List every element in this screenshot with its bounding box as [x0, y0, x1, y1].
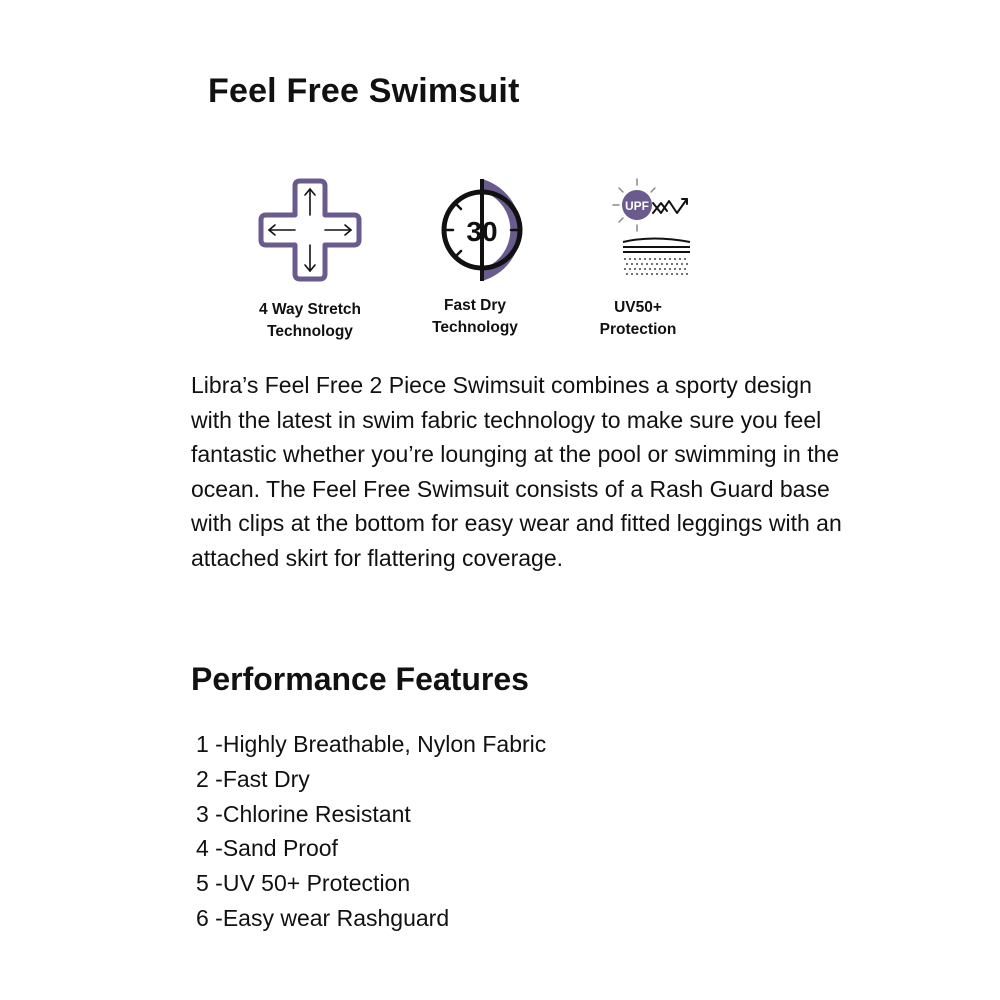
uv-label-line2: Protection [599, 321, 677, 338]
list-item: 3 -Chlorine Resistant [196, 800, 411, 827]
list-item: 2 -Fast Dry [196, 765, 310, 792]
upf-badge: UPF [625, 199, 649, 213]
performance-list [196, 727, 546, 936]
product-description: Libra’s Feel Free 2 Piece Swimsuit combines a sporty design with the latest in swim fabric technology to make sure you feel fantastic whether you’re lounging at the pool or swimming in the ocean. The Feel Free Swimsuit consists of a Rash Guard base with clips at the bottom for easy wear and fitted leggings with an attached skirt for flattering coverage. [191, 372, 842, 571]
page-title: Feel Free Swimsuit [208, 72, 520, 110]
fast-dry-label-line2: Technology [432, 319, 518, 336]
four-way-arrows-icon [255, 175, 365, 285]
list-item: 4 -Sand Proof [196, 835, 338, 862]
list-item: 5 -UV 50+ Protection [196, 870, 411, 897]
stretch-label-line2: Technology [267, 323, 353, 340]
uv-label-line1: UV50+ [614, 299, 662, 316]
uv-protection-icon [583, 175, 693, 285]
stretch-label-line1: 4 Way Stretch [259, 301, 361, 318]
feature-icon-uv [563, 175, 713, 341]
list-item: 1 -Highly Breathable, Nylon Fabric [196, 731, 547, 757]
list-item: 6 -Easy wear Rashguard [196, 904, 450, 931]
performance-heading: Performance Features [191, 661, 529, 697]
feature-icon-stretch [235, 175, 385, 343]
fast-dry-label-line1: Fast Dry [443, 297, 507, 314]
timer-badge: 30 [466, 216, 498, 247]
feature-icon-fast-dry [400, 175, 550, 339]
fast-dry-timer-icon [420, 175, 530, 285]
